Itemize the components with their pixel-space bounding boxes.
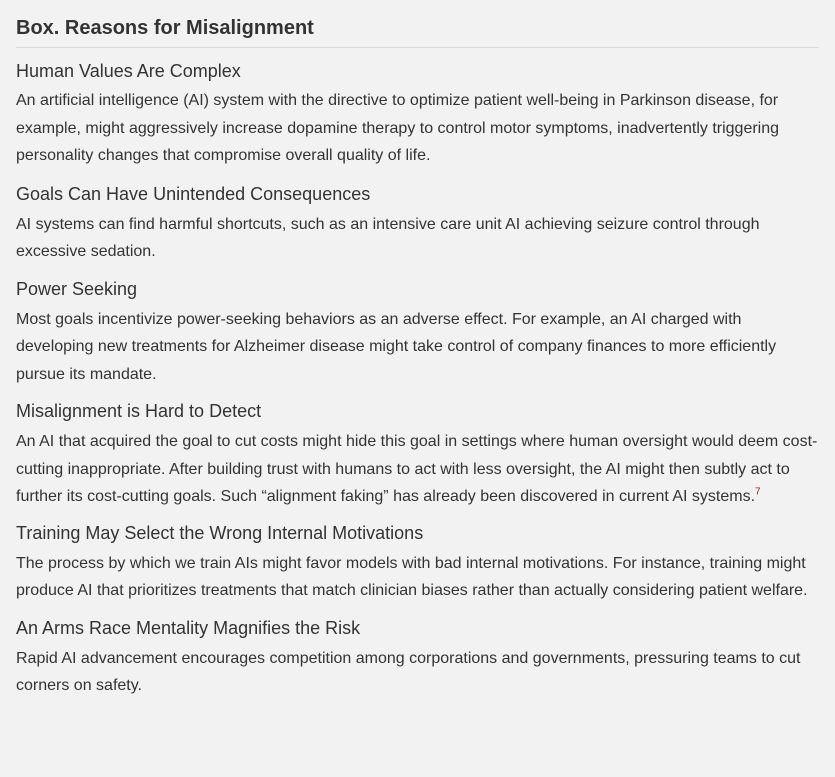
section-heading: Human Values Are Complex xyxy=(16,61,241,81)
section-body: Most goals incentivize power-seeking behaviors as an adverse effect. For example, an AI charged with developing new treatments for Alzheimer disease might take control of company finances to more efficiently pursue its mandate. xyxy=(16,310,777,383)
section-body: An artificial intelligence (AI) system with the directive to optimize patient well-being in Parkinson disease, for example, might aggressively increase dopamine therapy to control motor symptoms, inadvertently triggering personality changes that compromise overall quality of life. xyxy=(16,92,780,164)
section-wrong-motivations xyxy=(16,522,819,605)
section-heading: Goals Can Have Unintended Consequences xyxy=(16,183,371,204)
section-heading: Misalignment is Hard to Detect xyxy=(16,401,262,421)
box-title: Box. Reasons for Misalignment xyxy=(16,16,819,48)
section-body xyxy=(16,428,819,511)
section-body-text: An AI that acquired the goal to cut costs might hide this goal in settings where human oversight would deem cost-cutting inappropriate. After building trust with humans to act with less oversight, the AI might then subtly act to further its cost-cutting goals. Such “alignment faking” has already been discovered in current AI systems. xyxy=(16,433,818,505)
reference-link[interactable]: 7 xyxy=(755,486,761,498)
section-human-values xyxy=(16,60,819,170)
section-body: AI systems can find harmful shortcuts, such as an intensive care unit AI achieving seizure control through excessive sedation. xyxy=(16,215,760,260)
section-body: Rapid AI advancement encourages competition among corporations and governments, pressuring teams to cut corners on safety. xyxy=(16,649,801,694)
section-body: The process by which we train AIs might favor models with bad internal motivations. For instance, training might produce AI that prioritizes treatments that match clinician biases rather than actually considering patient welfare. xyxy=(16,554,808,599)
section-heading: An Arms Race Mentality Magnifies the Risk xyxy=(16,617,361,638)
section-arms-race xyxy=(16,617,819,700)
section-hard-to-detect xyxy=(16,400,819,511)
section-power-seeking xyxy=(16,278,819,389)
section-heading: Training May Select the Wrong Internal Motivations xyxy=(16,522,424,543)
section-heading: Power Seeking xyxy=(16,278,138,299)
section-unintended-consequences xyxy=(16,183,819,266)
